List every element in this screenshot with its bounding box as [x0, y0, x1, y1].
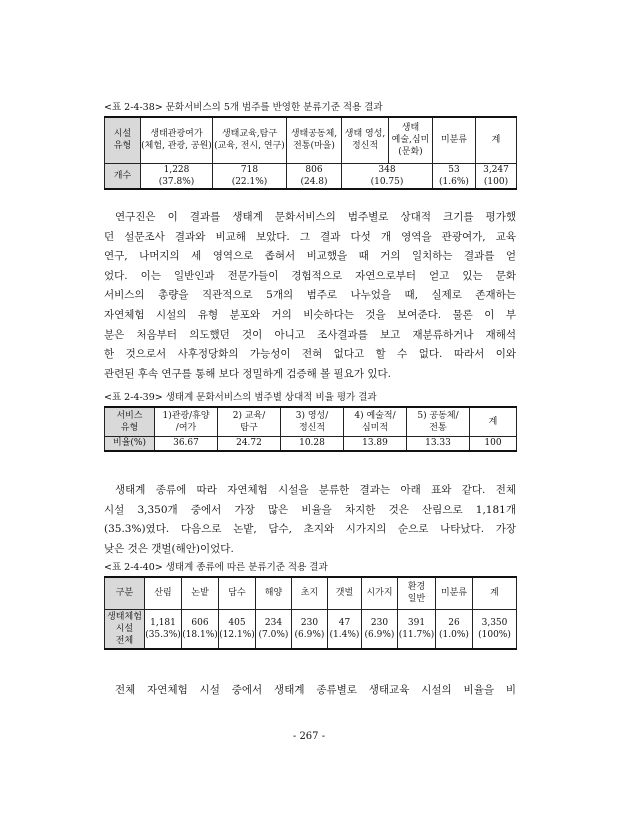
- table1-cell: 3,247 (100): [476, 163, 517, 189]
- table2-col-header: 5) 공동체/ 전통: [407, 407, 470, 436]
- table2-row-header: 서비스 유형: [105, 407, 155, 436]
- table3-col-header: 초지: [292, 577, 328, 609]
- table3-cell: 26 (1.0%): [436, 609, 473, 649]
- table2-row-label: 비율(%): [105, 436, 155, 451]
- table3-col-header: 계: [473, 577, 517, 609]
- paragraph-2: [104, 481, 516, 559]
- table2-header-row: [105, 407, 517, 436]
- table1-row-header: 시설 유형: [105, 117, 141, 163]
- table3-col-header: 산림: [145, 577, 182, 609]
- table3-cell: 230 (6.9%): [362, 609, 398, 649]
- table2-col-header: 3) 영성/ 정신적: [281, 407, 344, 436]
- table3-cell: 391 (11.7%): [398, 609, 436, 649]
- paragraph-line: 한 것으로서 사후정당화의 가능성이 전혀 없다고 할 수 없다. 따라서 이와: [104, 348, 516, 361]
- paragraph-line: 전체 자연체험 시설 중에서 생태계 종류별로 생태교육 시설의 비율을 비: [115, 684, 516, 696]
- table3-col-header: 해양: [256, 577, 292, 609]
- paragraph-line: 시설 3,350개 중에서 가장 많은 비율을 차지한 것은 산림으로 1,181개: [104, 503, 516, 516]
- table3-cell: 606 (18.1%): [182, 609, 219, 649]
- table1-row-label: 개수: [105, 163, 141, 189]
- paragraph-line: 던 설문조사 결과와 비교해 보았다. 그 결과 다섯 개 영역을 관광여가, 교육: [104, 230, 516, 243]
- table1-cell-merged: 348 (10.75): [342, 163, 433, 189]
- paragraph-line: 낮은 것은 갯벌(해안)이었다.: [104, 542, 234, 555]
- table3-cell: 405 (12.1%): [219, 609, 256, 649]
- paragraph-line: 관련된 후속 연구를 통해 보다 정밀하게 검증해 볼 필요가 있다.: [104, 367, 391, 380]
- table3-col-header: 환경 일반: [398, 577, 436, 609]
- paragraph-line: 분은 처음부터 의도했던 것이 아니고 조사결과를 보고 재분류하거나 재해석: [104, 328, 516, 341]
- table1-col-header: 생태관광여가 (체험, 관광, 공원): [141, 117, 213, 163]
- paragraph-line: 연구진은 이 결과를 생태계 문화서비스의 범주별로 상대적 크기를 평가했: [115, 211, 516, 223]
- table3-cell: 230 (6.9%): [292, 609, 328, 649]
- table3-header-row: [105, 577, 517, 609]
- table1-col-header: 생태교육,탐구 (교육, 전시, 연구): [213, 117, 287, 163]
- table2-cell: 24.72: [218, 436, 281, 451]
- table2-col-header: 1)관광/휴양 /여가: [155, 407, 218, 436]
- table1-cell: 53 (1.6%): [433, 163, 476, 189]
- table2-data-row: [105, 436, 517, 451]
- table3-col-header: 갯벌: [328, 577, 362, 609]
- table1-header-row: [105, 117, 517, 163]
- table2-col-header: 4) 예술적/ 심미적: [344, 407, 407, 436]
- table2-cell: 36.67: [155, 436, 218, 451]
- table1-cell: 806 (24.8): [287, 163, 342, 189]
- table2-cell: 10.28: [281, 436, 344, 451]
- table1-caption: <표 2-4-38> 문화서비스의 5개 범주를 반영한 분류기준 적용 결과: [104, 102, 383, 113]
- table3-col-header: 담수: [219, 577, 256, 609]
- table1-col-header: 계: [476, 117, 517, 163]
- table3-row-header: 구분: [105, 577, 145, 609]
- table1-cell: 718 (22.1%): [213, 163, 287, 189]
- table3-cell: 1,181 (35.3%): [145, 609, 182, 649]
- table2-col-header: 계: [470, 407, 517, 436]
- table2: [104, 406, 517, 452]
- paragraph-line: 생태계 종류에 따라 자연체험 시설을 분류한 결과는 아래 표와 같다. 전체: [115, 484, 516, 496]
- table2-col-header: 2) 교육/ 탐구: [218, 407, 281, 436]
- table1-col-header: 생태 영성, 정신적: [342, 117, 389, 163]
- table3-data-row: [105, 609, 517, 649]
- table1-col-header: 생태 예술,심미 (문화): [389, 117, 433, 163]
- table1-cell: 1,228 (37.8%): [141, 163, 213, 189]
- paragraph-3: [104, 681, 516, 701]
- table2-cell: 13.33: [407, 436, 470, 451]
- table3-col-header: 시가지: [362, 577, 398, 609]
- table1-col-header: 생태공동체, 전통(마을): [287, 117, 342, 163]
- table2-cell: 100: [470, 436, 517, 451]
- table3-caption: <표 2-4-40> 생태계 종류에 따른 분류기준 적용 결과: [104, 562, 328, 573]
- table1: [104, 116, 517, 190]
- paragraph-line: 자연체험 시설의 유형 분포와 거의 비슷하다는 것을 보여준다. 물론 이 부: [104, 308, 516, 321]
- paragraph-line: 서비스의 총량을 직관적으로 5개의 범주로 나누었을 때, 실제로 존재하는: [104, 289, 516, 302]
- table3-col-header: 미분류: [436, 577, 473, 609]
- paragraph-line: 연구, 나머지의 세 영역으로 좁혀서 비교했을 때 거의 일치하는 결과를 얻: [104, 250, 516, 263]
- table3-cell: 47 (1.4%): [328, 609, 362, 649]
- page-number: - 267 -: [292, 731, 326, 742]
- paragraph-1: [104, 208, 516, 384]
- table3-col-header: 논밭: [182, 577, 219, 609]
- table2-cell: 13.89: [344, 436, 407, 451]
- table1-col-header: 미분류: [433, 117, 476, 163]
- table3-cell: 234 (7.0%): [256, 609, 292, 649]
- table3: [104, 576, 517, 650]
- table3-row-label: 생태체험 시설 전체: [105, 609, 145, 649]
- paragraph-line: (35.3%)였다. 다음으로 논밭, 담수, 초지와 시가지의 순으로 나타났다. 가장: [104, 523, 516, 536]
- table1-data-row: [105, 163, 517, 189]
- table3-cell: 3,350 (100%): [473, 609, 517, 649]
- paragraph-line: 었다. 이는 일반인과 전문가들이 경험적으로 자연으로부터 얻고 있는 문화: [104, 269, 516, 282]
- table2-caption: <표 2-4-39> 생태계 문화서비스의 범주별 상대적 비율 평가 결과: [104, 392, 377, 403]
